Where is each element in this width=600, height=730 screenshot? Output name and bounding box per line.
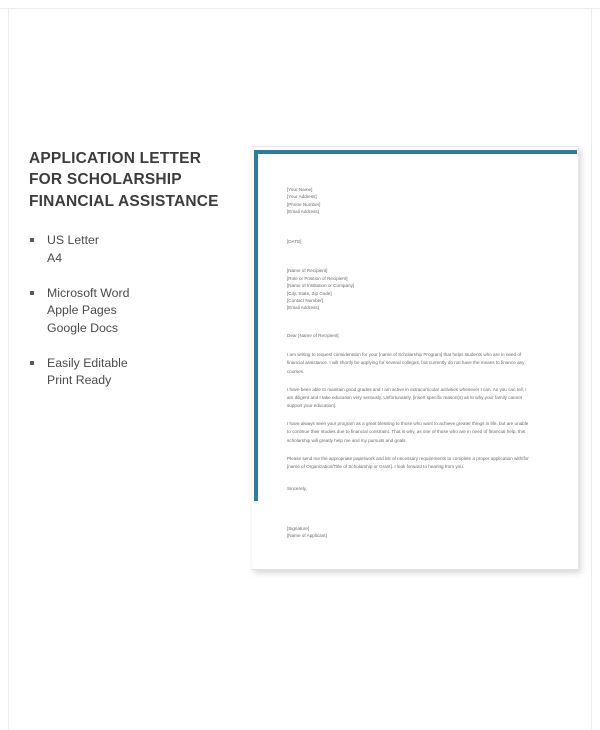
recipient-line: [Role or Position of Recipient]	[287, 275, 348, 281]
signature-line: [Signature]	[287, 525, 310, 531]
feature-group-file-formats	[29, 285, 234, 338]
sender-line: [Your Name]	[287, 187, 313, 192]
accent-bar-top	[254, 150, 577, 154]
salutation: Dear [Name of Recipient]	[287, 332, 339, 338]
frame-left-divider	[8, 8, 9, 730]
closing-line: Sincerely,	[287, 486, 307, 492]
spacer	[287, 254, 537, 267]
frame-right-divider	[591, 8, 592, 730]
feature-line: A4	[47, 250, 63, 265]
body-paragraph: I have always seen your program as a great blessing to those who want to achieve greater things in life, but are unable to continue their studies due to financial constraint. That is why, as one of those who are in need of financial help, this scholarship will greatly help me and my pursuits and goals.	[287, 421, 529, 443]
page-title-line-2: FOR SCHOLARSHIP	[29, 171, 182, 189]
sender-line: [Email Address]	[287, 209, 319, 215]
feature-group-editability	[29, 355, 234, 390]
feature-line: Print Ready	[47, 373, 112, 388]
accent-bar-left	[254, 150, 258, 501]
sender-line: [Phone Number]	[287, 201, 321, 207]
info-panel	[29, 148, 234, 390]
page-title	[29, 148, 234, 212]
square-bullet-icon	[30, 291, 34, 295]
square-bullet-icon	[30, 238, 34, 242]
feature-line: Apple Pages	[47, 303, 117, 318]
frame-top-divider	[0, 8, 600, 9]
recipient-line: [Name of Recipient]	[287, 268, 328, 274]
spacer	[287, 225, 537, 238]
square-bullet-icon	[30, 361, 34, 365]
feature-group-paper-size	[29, 232, 234, 267]
feature-line: Google Docs	[47, 320, 119, 335]
sender-line: [Your Address]	[287, 194, 317, 200]
body-paragraph: I am writing to request consideration for your [name of Scholarship Program] that helps students who are in need of financial assistance. I will shortly be applying for several colleges, but currently do not have the means to finance any courses.	[287, 352, 525, 374]
recipient-address-block	[287, 267, 537, 312]
date-line: [DATE]	[287, 238, 302, 244]
feature-list	[29, 232, 234, 390]
page-title-line-1: APPLICATION LETTER	[29, 150, 202, 167]
applicant-name-line: [Name of Applicant]	[287, 533, 327, 539]
spacer	[287, 321, 537, 332]
recipient-line: [Email Address]	[287, 305, 319, 311]
sender-address-block	[287, 186, 537, 216]
body-paragraph: Please send me the appropriate paperwork and list of necessary requirements to complete a proper application with/for [name of Organization/Title of Scholarship or Grant]. I look forward to hearing from you.	[287, 455, 529, 469]
date-block	[287, 238, 537, 245]
feature-line: Microsoft Word	[47, 285, 130, 300]
letter-body	[287, 186, 537, 539]
feature-line: US Letter	[47, 233, 99, 248]
recipient-line: [City, State, Zip Code]	[287, 290, 332, 296]
body-paragraph: I have been able to maintain good grades and I am active in extracurricular activities whenever I can. As you can tell, I am diligent and I take education very seriously. Unfortunately, [insert specific reason(s) as to why your family cannot support your education].	[287, 386, 527, 409]
feature-line: Easily Editable	[47, 355, 128, 370]
recipient-line: [Name of Institution or Company]	[287, 283, 355, 289]
signature-block	[287, 525, 537, 540]
page-title-line-3: FINANCIAL ASSISTANCE	[29, 192, 219, 210]
recipient-line: [Contact Number]	[287, 297, 323, 303]
